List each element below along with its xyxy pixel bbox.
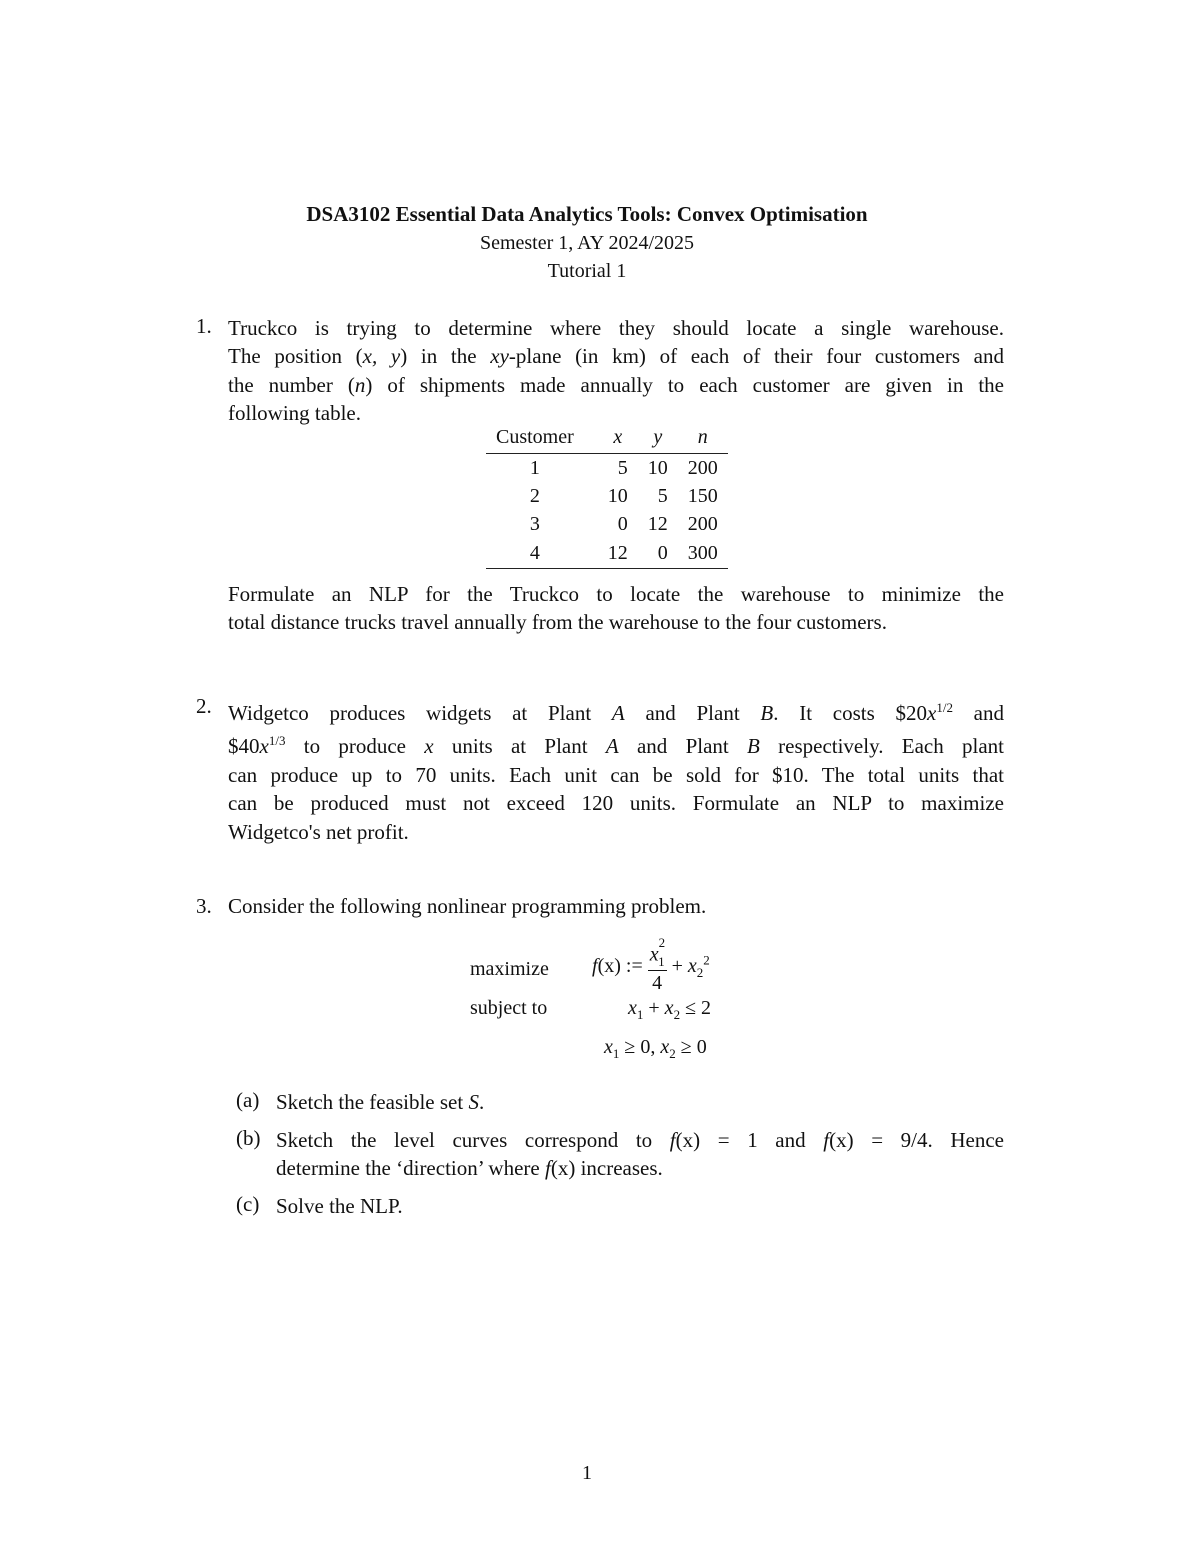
table-cell: 1	[529, 456, 540, 479]
page-number: 1	[582, 1462, 592, 1484]
tutorial-line: Tutorial 1	[547, 260, 627, 282]
table-cell: 150	[687, 485, 718, 508]
table-header-row	[486, 424, 728, 454]
part-a-label: (a)	[236, 1088, 260, 1112]
table-cell: 2	[529, 485, 540, 508]
table-cell: 4	[529, 541, 540, 564]
part-c-text: Solve the NLP.	[276, 1194, 403, 1218]
q1-task-line: total distance trucks travel annually from the warehouse to the four customers.	[228, 610, 887, 635]
table-cell: 200	[687, 513, 718, 536]
table-cell: 0	[657, 541, 668, 564]
table-row	[486, 454, 728, 483]
table-cell: 3	[529, 513, 540, 536]
part-b-text: Sketch the level curves correspond to f(x) = 1 and f(x) = 9/4. Hence determine the ‘direction’ where f(x) increases.	[276, 1128, 1004, 1181]
table-header-y: y	[653, 425, 663, 448]
table-cell: 12	[607, 541, 628, 564]
q2-line: Widgetco produces widgets at Plant A and Plant B. It costs $\$20x^{1/2}$ and	[228, 700, 1005, 725]
table-cell: 5	[617, 456, 628, 479]
q1-line: Truckco is trying to determine where they should locate a single warehouse.	[228, 316, 1004, 340]
table-cell: 10	[607, 485, 628, 508]
table-cell: 300	[687, 541, 718, 564]
table-header-n: n	[697, 425, 708, 448]
table-row	[486, 482, 728, 510]
q2-line: can be produced must not exceed 120 units. Formulate an NLP to maximize	[228, 791, 1004, 816]
table-cell: 10	[647, 456, 668, 479]
customer-table	[486, 424, 728, 569]
semester-line: Semester 1, AY 2024/2025	[479, 232, 695, 254]
q2-line: Widgetco's net profit.	[228, 819, 409, 844]
q2-line: $\$40x^{1/3}$ to produce x units at Plant A and Plant B respectively. Each plant	[228, 733, 1004, 759]
q1-line: following table.	[228, 401, 361, 426]
table-row	[486, 539, 728, 568]
subject-to-label: subject to	[470, 997, 548, 1019]
question-3-number: 3.	[196, 894, 212, 918]
table-row	[486, 511, 728, 539]
part-b-label: (b)	[236, 1126, 261, 1150]
part-c-label: (c)	[236, 1192, 260, 1216]
q1-line: The position (x, y) in the xy-plane (in km) of each of their four customers and	[228, 344, 1004, 369]
maximize-label: maximize	[470, 958, 549, 980]
constraint-sum: $x_1 + x_2 \le 2$	[628, 997, 712, 1022]
fraction: $\frac{x^2_1}{4}$	[649, 935, 666, 994]
part-a-text: Sketch the feasible set S.	[276, 1090, 485, 1114]
q2-line: can produce up to 70 units. Each unit can be sold for $10. The total units that	[228, 762, 1004, 787]
question-1-task	[228, 580, 1004, 637]
question-1-text	[228, 314, 1004, 428]
table-cell: 200	[687, 456, 718, 479]
document-title: DSA3102 Essential Data Analytics Tools: Convex Optimisation	[306, 202, 868, 226]
objective-function: f(x) := $\frac{x^2_1}{4}$ + $x_2^2$	[592, 935, 710, 994]
table-cell: 12	[647, 513, 668, 536]
table-cell: 5	[657, 485, 668, 508]
question-1-number: 1.	[196, 314, 212, 338]
q1-line: the number (n) of shipments made annually to each customer are given in the	[228, 372, 1004, 397]
question-2-text	[228, 694, 1004, 846]
question-3-intro: Consider the following nonlinear programming problem.	[228, 894, 707, 918]
question-2-number: 2.	[196, 694, 212, 718]
q1-task-line: Formulate an NLP for the Truckco to locate the warehouse to minimize the	[228, 582, 1004, 606]
constraint-nonneg: $x_1 \ge 0$, $x_2 \ge 0$	[604, 1036, 707, 1061]
table-header-x: x	[613, 425, 623, 448]
table-header-customer: Customer	[496, 425, 574, 448]
table-cell: 0	[617, 513, 628, 536]
